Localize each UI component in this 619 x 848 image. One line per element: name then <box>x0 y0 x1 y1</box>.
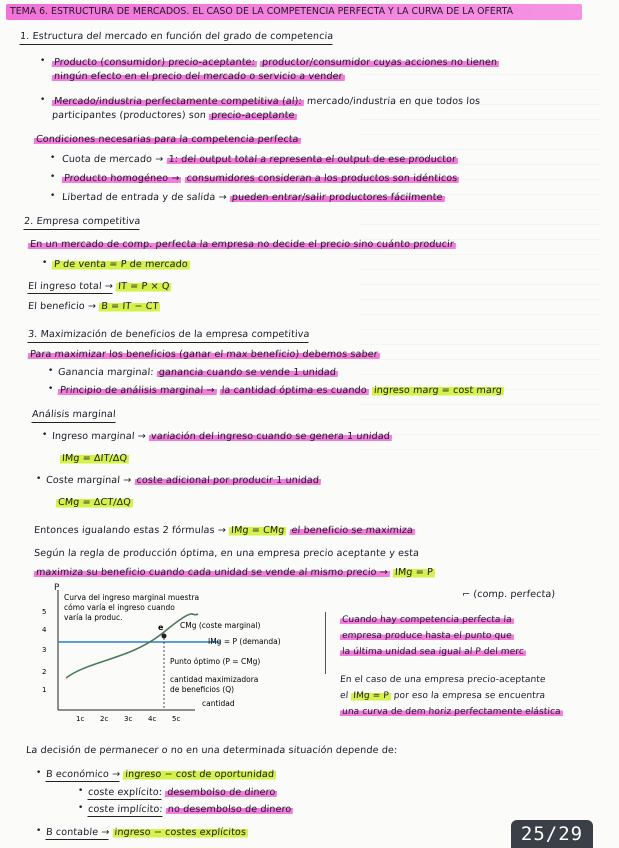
img-label: IMg = P (demanda) <box>208 637 281 646</box>
ci-text: no desembolso de dinero <box>167 804 292 815</box>
x-tick: 4c <box>148 715 157 723</box>
x-tick: 5c <box>172 715 181 723</box>
section1-b1 <box>52 56 500 69</box>
y-tick-labels <box>42 608 47 694</box>
right-line-4 <box>340 674 546 687</box>
bullet-icon: • <box>40 95 46 105</box>
x-tick: 1c <box>76 715 85 723</box>
regla-formula: IMg = P <box>394 567 434 578</box>
decision-intro: La decisión de permanecer o no en una determinada situación depende de: <box>25 745 398 756</box>
rule-line-b <box>34 566 436 579</box>
right-line-5-formula: IMg = P <box>352 691 390 701</box>
column-divider <box>325 612 326 674</box>
bullet-icon: • <box>42 430 48 440</box>
regla-a: Según la regla de producción óptima, en una empresa precio aceptante y esta <box>33 548 420 559</box>
bullet-icon: • <box>36 474 42 484</box>
marginal-cost-formula <box>56 496 134 509</box>
marginal-principle <box>58 384 505 397</box>
bullet-icon: • <box>36 768 42 778</box>
section3-heading: 3. Maximización de beneficios de la empresa competitiva <box>27 328 309 343</box>
graph-y-label: P <box>54 583 60 593</box>
right-line-5a: el <box>339 691 349 701</box>
right-line-4-text: En el caso de una empresa precio-aceptante <box>339 675 546 685</box>
graph-note-c: varía la produc. <box>64 613 123 622</box>
regla-b: maximiza su beneficio cuando cada unidad se vende al mismo precio → <box>35 567 389 578</box>
section1-b2 <box>52 95 481 108</box>
y-tick: 5 <box>42 608 47 616</box>
marginal-analysis-graph <box>30 580 330 730</box>
cmg-label: CMg (coste marginal) <box>180 621 261 630</box>
x-tick: 2c <box>100 715 109 723</box>
it-formula: IT = P × Q <box>117 281 170 292</box>
right-line-5 <box>340 690 546 703</box>
economic-profit <box>46 768 277 781</box>
right-line-1 <box>340 614 515 627</box>
section2-heading: 2. Empresa competitiva <box>23 215 140 230</box>
explicit-cost <box>88 786 278 799</box>
right-line-2 <box>340 630 515 643</box>
y-tick: 2 <box>42 668 47 676</box>
page-title <box>6 4 582 20</box>
x-tick: 3c <box>124 715 133 723</box>
c3-text: pueden entrar/salir productores fácilmente <box>231 192 443 203</box>
b2-text: mercado/industria en que todos los <box>306 96 481 107</box>
condition-1 <box>62 153 459 166</box>
qmax-label-a: cantidad maximizadora <box>170 675 259 684</box>
conditions-heading-text: Condiciones necesarias para la competencia perfecta <box>35 134 299 145</box>
x-tick-labels <box>76 715 180 723</box>
equality-line <box>34 524 416 537</box>
c1-label: Cuota de mercado → <box>61 154 164 165</box>
it-label: El ingreso total → <box>27 281 114 292</box>
b1-text: productor/consumidor cuyas acciones no tienen <box>261 57 498 68</box>
cm-text: coste adicional por producir 1 unidad <box>136 475 320 486</box>
b-label: El beneficio → <box>27 301 97 312</box>
im-formula: IMg = ΔIT/ΔQ <box>61 453 128 464</box>
bullet-icon: • <box>50 191 56 201</box>
page-title-text: TEMA 6. ESTRUCTURA DE MERCADOS. EL CASO DE LA COMPETENCIA PERFECTA Y LA CURVA DE LA OFERTA <box>10 6 514 17</box>
right-line-2-text: empresa produce hasta el punto que <box>341 631 513 641</box>
cmg-curve <box>66 614 198 678</box>
p-text: la cantidad óptima es cuando <box>221 385 368 396</box>
total-income <box>28 280 172 293</box>
cm-formula: CMg = ΔCT/ΔQ <box>57 497 132 508</box>
y-tick: 1 <box>42 686 47 694</box>
accounting-profit <box>46 826 249 839</box>
b1-cont: ningún efecto en el precio del mercado o servicio a vender <box>53 71 344 82</box>
x-axis-label: cantidad <box>202 699 235 708</box>
graph-note-a: Curva del ingreso marginal muestra <box>64 593 200 602</box>
section2-intro-text: En un mercado de comp. perfecta la empresa no decide el precio sino cuánto producir <box>29 239 455 250</box>
y-tick: 4 <box>42 626 47 634</box>
marginal-income <box>52 430 393 443</box>
be-label: B económico → <box>45 769 121 780</box>
section3-intro-text: Para maximizar los beneficios (ganar el max beneficio) debemos saber <box>29 349 379 360</box>
be-text: ingreso − cost de oportunidad <box>124 769 275 780</box>
graph-note-b: cómo varía el ingreso cuando <box>64 603 175 612</box>
right-line-6 <box>340 706 564 719</box>
right-line-6-text: una curva de dem horiz perfectamente elástica <box>341 707 562 717</box>
section3-intro <box>28 348 381 361</box>
b2-cont-a: participantes (productores) son <box>51 110 207 121</box>
right-line-5b: por eso la empresa se encuentra <box>393 691 546 701</box>
condition-3 <box>62 191 445 204</box>
b2-label: Mercado/industria perfectamente competitiva (al): <box>53 96 303 107</box>
right-line-3-text: la última unidad sea igual al P del merc <box>341 647 525 657</box>
b1-label: Producto (consumidor) precio-aceptante: <box>53 57 256 68</box>
condition-2 <box>62 172 460 185</box>
bullet-icon: • <box>42 258 48 268</box>
marginal-gain <box>58 366 339 379</box>
section1-b1-cont <box>52 70 346 83</box>
eq-a: Entonces igualando estas 2 fórmulas → <box>33 525 227 536</box>
conditions-heading <box>34 133 302 146</box>
im-label: Ingreso marginal → <box>51 431 147 442</box>
point-label: e <box>158 623 164 632</box>
marginal-income-formula <box>60 452 130 465</box>
ce-text: desembolso de dinero <box>166 787 276 798</box>
bullet-icon: • <box>48 366 54 376</box>
g-label: Ganancia marginal: <box>57 367 155 378</box>
bc-text: ingreso − costes explícitos <box>114 827 247 838</box>
right-line-3 <box>340 646 527 659</box>
y-tick: 3 <box>42 646 47 654</box>
corner-arrow-icon: ⌐ <box>461 589 471 600</box>
marginal-cost <box>46 474 322 487</box>
c2-text: consumidores consideran a los productos son idénticos <box>186 173 458 184</box>
marginal-analysis-heading: Análisis marginal <box>31 408 116 423</box>
g-text: ganancia cuando se vende 1 unidad <box>158 367 337 378</box>
bullet-icon: • <box>50 172 56 182</box>
c3-label: Libertad de entrada y de salida → <box>61 192 228 203</box>
bullet-icon: • <box>78 803 84 813</box>
cm-label: Coste marginal → <box>45 475 132 486</box>
section1-b2-cont <box>52 109 297 122</box>
eq-b: el beneficio se maximiza <box>291 525 414 536</box>
section1-heading: 1. Estructura del mercado en función del grado de competencia <box>19 30 333 45</box>
p-formula: ingreso marg = cost marg <box>373 385 503 396</box>
optimum-label: Punto óptimo (P = CMg) <box>170 657 261 666</box>
optimum-point <box>162 634 167 639</box>
rule-line-a <box>34 547 420 560</box>
ci-label: coste implícito: <box>87 804 164 815</box>
c2-label: Producto homogéneo → <box>63 173 180 184</box>
bullet-icon: • <box>36 826 42 836</box>
profit <box>28 300 161 313</box>
ce-label: coste explícito: <box>87 787 163 798</box>
bullet-icon: • <box>40 56 46 66</box>
comp-note <box>462 588 556 601</box>
bullet-icon: • <box>78 786 84 796</box>
p-label: Principio de análisis marginal → <box>59 385 215 396</box>
bullet-icon: • <box>48 384 54 394</box>
right-line-1-text: Cuando hay competencia perfecta la <box>341 615 513 625</box>
c1-text: 1: del output total a representa el output de ese productor <box>168 154 457 165</box>
section2-intro <box>28 238 457 251</box>
b-formula: B = IT − CT <box>100 301 159 312</box>
im-text: variación del ingreso cuando se genera 1 unidad <box>150 431 391 442</box>
bc-label: B contable → <box>45 827 110 838</box>
implicit-cost <box>88 803 294 816</box>
price-equality-text: P de venta = P de mercado <box>53 259 189 270</box>
qmax-label-b: de beneficios (Q) <box>170 685 235 694</box>
page-number-badge: 25/29 <box>511 820 593 848</box>
eq-formula: IMg = CMg <box>230 525 285 536</box>
bullet-icon: • <box>50 153 56 163</box>
b2-cont-b: precio-aceptante <box>210 110 295 121</box>
price-equality <box>52 258 191 271</box>
comp-note-text: (comp. perfecta) <box>472 589 556 600</box>
